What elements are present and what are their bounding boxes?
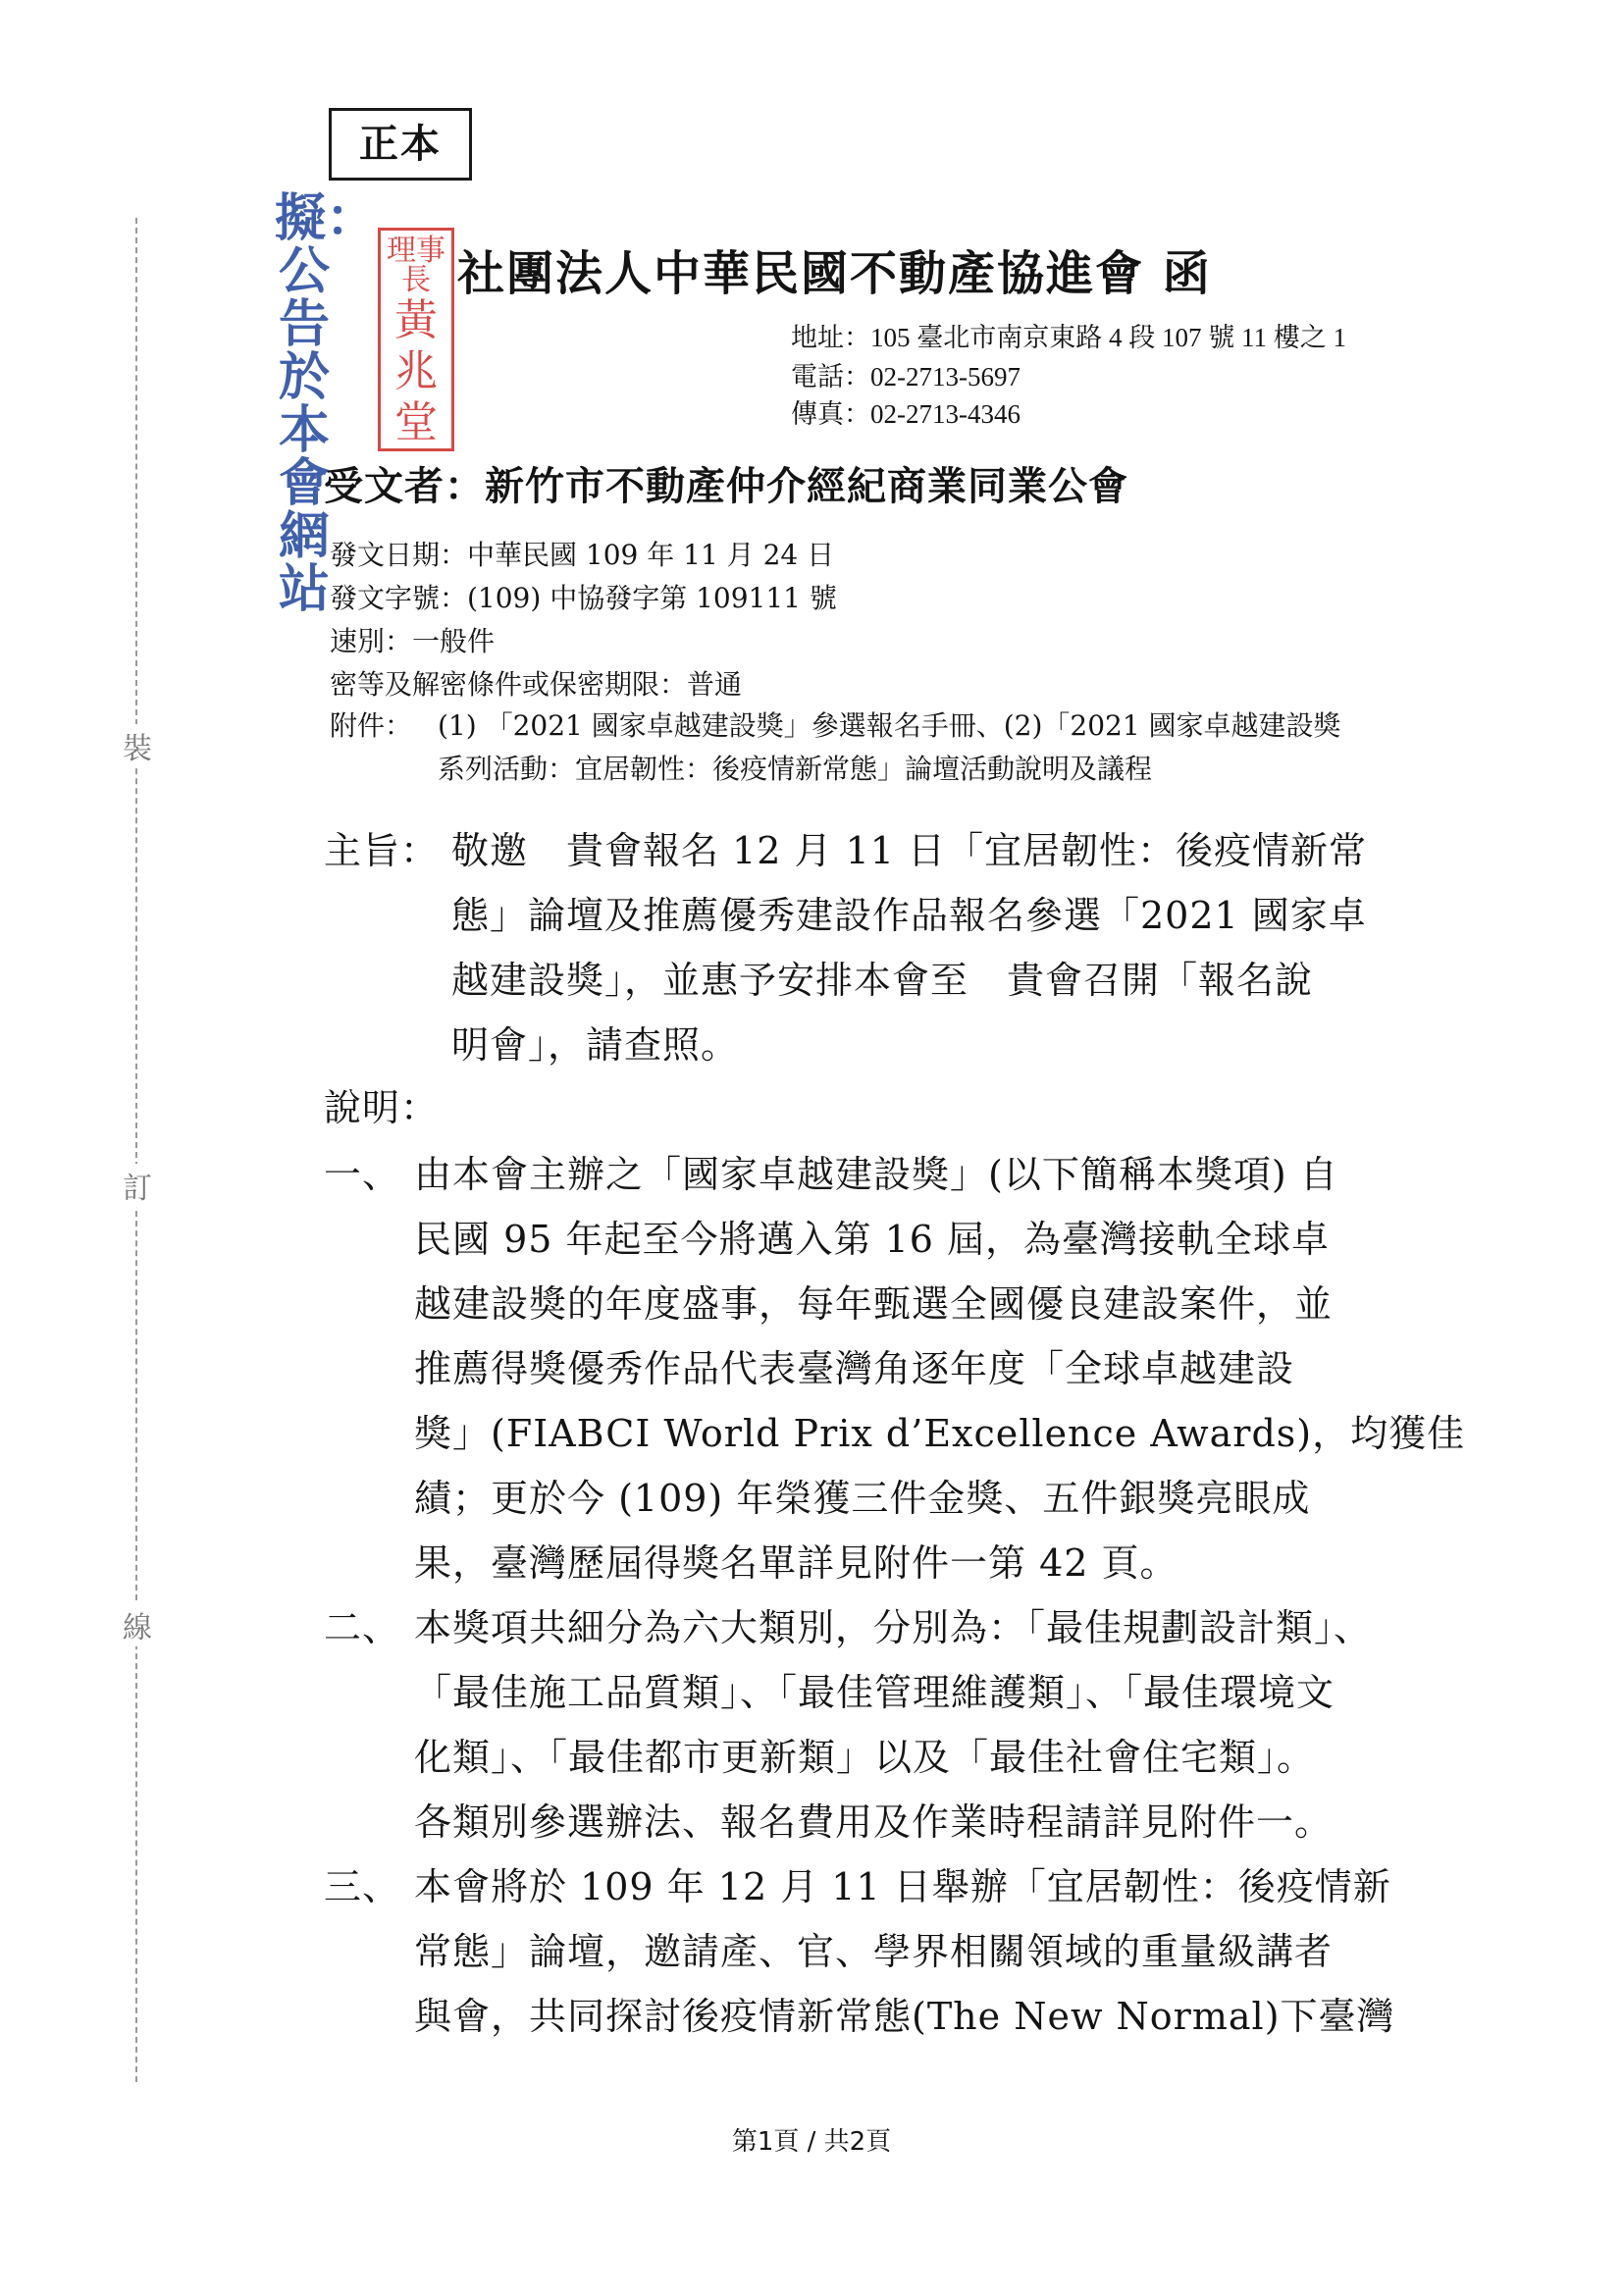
item-line: 常態」論壇，邀請產、官、學界相關領域的重量級講者 [414, 1930, 1334, 1973]
item-line: 與會，共同探討後疫情新常態(The New Normal)下臺灣 [414, 1995, 1395, 2038]
item-line: 績；更於今 (109) 年榮獲三件金獎、五件銀獎亮眼成 [414, 1477, 1311, 1520]
subject-line: 越建設獎」，並惠予安排本會至 貴會召開「報名說 [451, 959, 1314, 1002]
issue-number: 發文字號：(109) 中協發字第 109111 號 [330, 582, 837, 614]
address: 地址：105 臺北市南京東路 4 段 107 號 11 樓之 1 [791, 323, 1346, 352]
fax: 傳真：02-2713-4346 [791, 399, 1021, 429]
attachment-label: 附件： [330, 709, 413, 742]
security-level: 密等及解密條件或保密期限：普通 [330, 668, 743, 701]
seal-name: 黃兆堂 [394, 295, 438, 447]
binding-mark-xian: 線 [120, 1603, 155, 1646]
item-number: 三、 [324, 1865, 401, 1908]
subject-line: 明會」，請查照。 [451, 1023, 740, 1067]
organization-title: 社團法人中華民國不動產協進會 函 [457, 246, 1212, 301]
issue-date: 發文日期：中華民國 109 年 11 月 24 日 [330, 539, 835, 571]
item-line: 各類別參選辦法、報名費用及作業時程請詳見附件一。 [414, 1800, 1334, 1844]
explanation-label: 說明： [324, 1086, 440, 1129]
speed-class: 速別：一般件 [330, 625, 496, 657]
item-line: 越建設獎的年度盛事，每年甄選全國優良建設案件，並 [414, 1282, 1334, 1326]
item-line: 本會將於 109 年 12 月 11 日舉辦「宜居韌性：後疫情新 [414, 1865, 1391, 1908]
item-line: 獎」(FIABCI World Prix d’Excellence Awards)，均獲佳 [414, 1412, 1466, 1455]
binding-mark-zhuang: 裝 [120, 724, 155, 767]
item-line: 推薦得獎優秀作品代表臺灣角逐年度「全球卓越建設 [414, 1347, 1295, 1390]
item-line: 化類」、「最佳都市更新類」以及「最佳社會住宅類」。 [414, 1736, 1316, 1779]
subject-line: 態」論壇及推薦優秀建設作品報名參選「2021 國家卓 [451, 894, 1367, 937]
binding-mark-ding: 訂 [120, 1164, 155, 1207]
recipient: 受文者：新竹市不動產仲介經紀商業同業公會 [324, 463, 1128, 509]
handwritten-blue-stamp: 擬：公告於本會網站 [275, 189, 378, 619]
subject-label: 主旨： [324, 829, 440, 872]
item-line: 「最佳施工品質類」、「最佳管理維護類」、「最佳環境文 [414, 1671, 1335, 1714]
phone: 電話：02-2713-5697 [791, 362, 1021, 391]
item-line: 民國 95 年起至今將邁入第 16 屆，為臺灣接軌全球卓 [414, 1218, 1331, 1261]
binding-dashed-line [135, 218, 137, 2082]
seal-title: 理事長 [387, 234, 445, 297]
item-line: 果，臺灣歷屆得獎名單詳見附件一第 42 頁。 [414, 1541, 1178, 1585]
attachment-line: (1) 「2021 國家卓越建設獎」參選報名手冊、(2)「2021 國家卓越建設獎 [438, 709, 1341, 742]
item-line: 由本會主辦之「國家卓越建設獎」(以下簡稱本獎項) 自 [414, 1153, 1338, 1196]
item-number: 二、 [324, 1606, 401, 1649]
chairman-red-seal [378, 228, 454, 451]
item-number: 一、 [324, 1153, 401, 1196]
item-line: 本獎項共細分為六大類別，分別為：「最佳規劃設計類」、 [414, 1606, 1373, 1649]
page-footer: 第1頁 / 共2頁 [731, 2127, 892, 2157]
attachment-line: 系列活動：宜居韌性：後疫情新常態」論壇活動說明及議程 [438, 753, 1153, 785]
original-copy-stamp: 正本 [329, 108, 472, 181]
subject-line: 敬邀 貴會報名 12 月 11 日「宜居韌性：後疫情新常 [451, 829, 1368, 872]
